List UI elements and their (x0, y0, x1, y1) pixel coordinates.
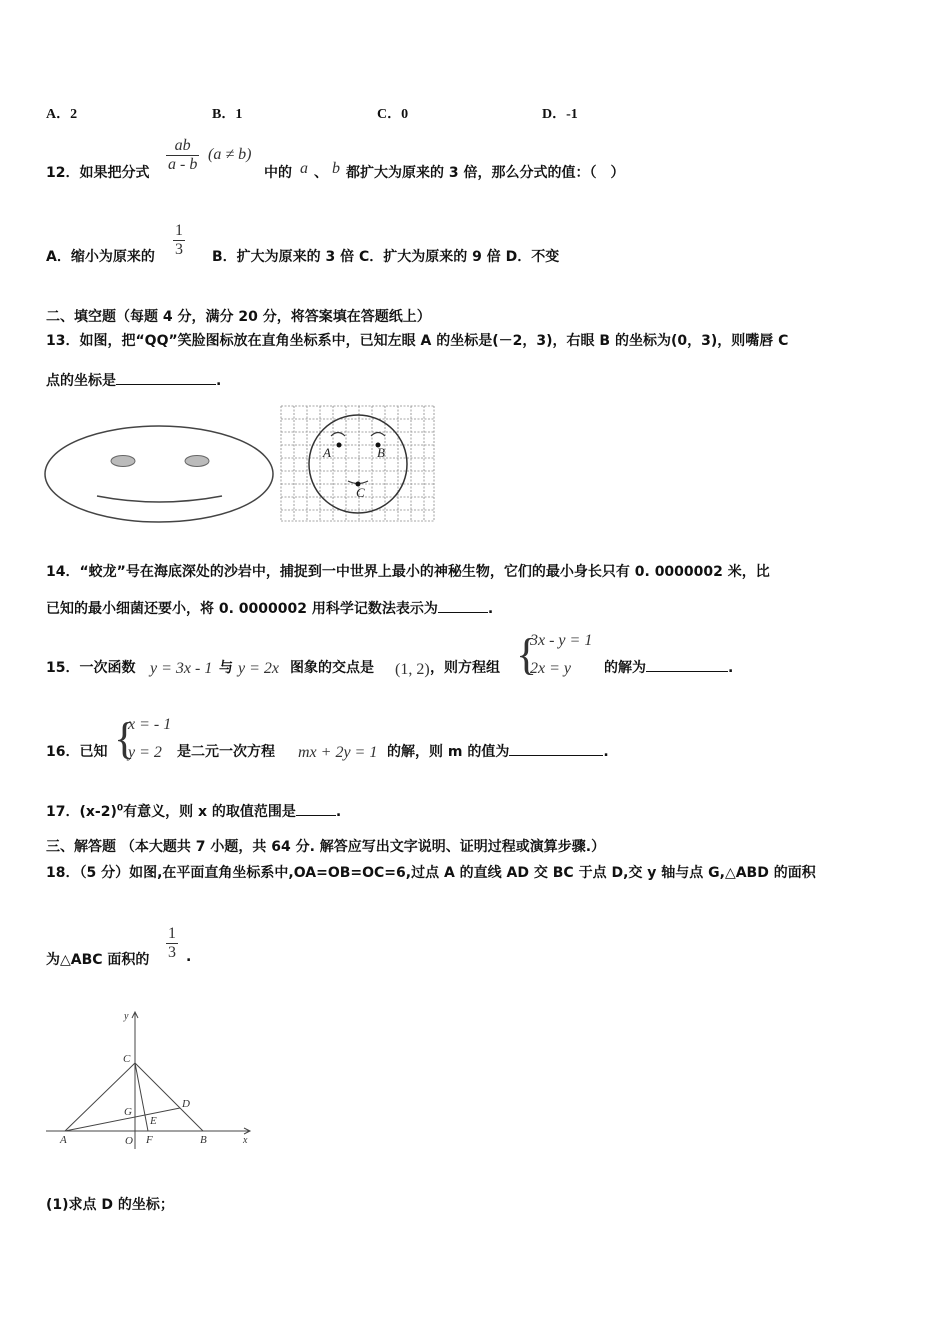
q18-frac-den: 3 (168, 944, 176, 961)
q17-prefix: 17． (46, 804, 80, 820)
q12-condition: (a ≠ b) (208, 146, 252, 163)
left-eye (111, 456, 135, 467)
q18-frac-num: 1 (168, 925, 176, 942)
fig-label-c: C (123, 1053, 131, 1065)
section-2-heading: 二、填空题（每题 4 分，满分 20 分，将答案填在答题纸上） (46, 309, 431, 325)
q15-mid1: 与 (219, 660, 233, 676)
q15-mid3: ，则方程组 (430, 660, 500, 676)
q14-line2 (46, 598, 493, 618)
q12-mid: 中的 (264, 165, 292, 181)
q16-prefix: 16．已知 (46, 744, 108, 760)
q16-sys2: y = 2 (128, 744, 162, 761)
q18-fraction (166, 925, 178, 962)
fig-label-y: y (124, 1011, 129, 1022)
q17-suffix: 有意义，则 x 的取值范围是 (123, 804, 296, 820)
q17-exponent: 0 (116, 803, 124, 814)
q15-brace: { (516, 630, 538, 679)
q15-eq1: y = 3x - 1 (150, 660, 213, 677)
fig-label-f: F (146, 1134, 153, 1146)
point-a (337, 443, 342, 448)
q15-eq2: y = 2x (238, 660, 279, 677)
q16-brace: { (114, 714, 136, 763)
q12-sep: 、 (314, 165, 328, 181)
q17-end: . (335, 804, 342, 820)
fig-label-a: A (60, 1134, 67, 1146)
q13-end: . (216, 373, 222, 389)
q13-line2 (46, 370, 221, 390)
q12-option-a: A．缩小为原来的 (46, 249, 155, 265)
q14-line2-text: 已知的最小细菌还要小，将 0. 0000002 用科学记数法表示为 (46, 601, 438, 617)
q18-coordinate-figure (40, 1002, 260, 1152)
fig-label-e: E (150, 1115, 157, 1127)
q12-options-bcd: B．扩大为原来的 3 倍 C．扩大为原来的 9 倍 D．不变 (212, 249, 560, 265)
label-b: B (377, 445, 385, 460)
segment-cb (135, 1063, 203, 1131)
q12-var-b: b (332, 160, 340, 177)
mouth (97, 496, 222, 502)
segment-ac (65, 1063, 135, 1131)
fig-label-d: D (182, 1098, 190, 1110)
q16-end: . (603, 744, 609, 760)
q15-suffix-text: 的解为 (604, 660, 646, 676)
q18-sub-question-1: (1)求点 D 的坐标； (46, 1197, 174, 1213)
q18-line1: 18．（5 分）如图,在平面直角坐标系中,OA=OB=OC=6,过点 A 的直线 AD 交 BC 于点 D,交 y 轴与点 G,△ABD 的面积 (46, 865, 816, 881)
q12-fraction (166, 137, 199, 174)
fig-label-b: B (200, 1134, 207, 1146)
q15-suffix (604, 657, 733, 677)
q15-sys2: 2x = y (530, 660, 571, 677)
right-eye (185, 456, 209, 467)
q13-answer-blank[interactable] (116, 372, 216, 385)
q12-suffix: 都扩大为原来的 3 倍，那么分式的值：（ ） (346, 165, 625, 181)
q17-answer-blank[interactable] (296, 803, 336, 816)
q18-line2: 为△ABC 面积的 (46, 952, 150, 968)
q12-frac-denominator: a - b (168, 156, 198, 173)
q15-sys1: 3x - y = 1 (530, 632, 593, 649)
option-a: A．2 (46, 107, 78, 122)
q13-line1: 13．如图，把“QQ”笑脸图标放在直角坐标系中，已知左眼 A 的坐标是(－2，3)，右眼 B 的坐标为(0，3)，则嘴唇 C (46, 333, 789, 349)
grid-face-figure (279, 404, 437, 524)
q17 (46, 801, 341, 821)
q14-end: . (487, 601, 494, 617)
fig-label-g: G (124, 1106, 132, 1118)
label-c: C (356, 485, 365, 500)
q16-answer-blank[interactable] (509, 743, 603, 756)
q17-expr: (x-2) (79, 804, 117, 820)
segment-cf (135, 1063, 148, 1131)
smiley-face-figure (42, 422, 282, 526)
label-a: A (323, 445, 331, 460)
q16-sys1: x = - 1 (128, 716, 172, 733)
q15-mid2: 图象的交点是 (290, 660, 374, 676)
q13-line2-text: 点的坐标是 (46, 373, 116, 389)
q16-suffix-text: 的解，则 m 的值为 (387, 744, 510, 760)
option-c: C．0 (377, 107, 409, 122)
grid-lines (281, 406, 434, 521)
q16-suffix (387, 741, 609, 761)
fig-label-x: x (243, 1135, 248, 1146)
q12-frac-numerator: ab (174, 137, 191, 154)
q14-answer-blank[interactable] (438, 600, 488, 613)
q15-point: (1, 2) (395, 661, 430, 678)
q15-answer-blank[interactable] (646, 659, 728, 672)
q12-option-a-fraction (173, 222, 185, 259)
q16-eq: mx + 2y = 1 (298, 744, 378, 761)
q12-option-a-num: 1 (175, 222, 183, 239)
option-d: D．-1 (542, 107, 578, 122)
option-b: B．1 (212, 107, 243, 122)
q15-prefix: 15．一次函数 (46, 660, 136, 676)
q12-prefix: 12．如果把分式 (46, 165, 150, 181)
q16-mid: 是二元一次方程 (177, 744, 275, 760)
face-outline (45, 426, 273, 522)
q14-line1: 14．“蛟龙”号在海底深处的沙岩中，捕捉到一中世界上最小的神秘生物，它们的最小身长只有 0. 0000002 米，比 (46, 564, 770, 580)
q12-option-a-den: 3 (175, 241, 183, 258)
fig-label-o: O (125, 1135, 133, 1147)
segment-ad (65, 1108, 180, 1131)
q12-var-a: a (300, 160, 308, 177)
section-3-heading: 三、解答题 （本大题共 7 小题，共 64 分. 解答应写出文字说明、证明过程或演算步骤.） (46, 839, 606, 855)
q18-end: . (186, 949, 192, 965)
right-brow (371, 433, 385, 437)
q15-end: . (728, 660, 734, 676)
